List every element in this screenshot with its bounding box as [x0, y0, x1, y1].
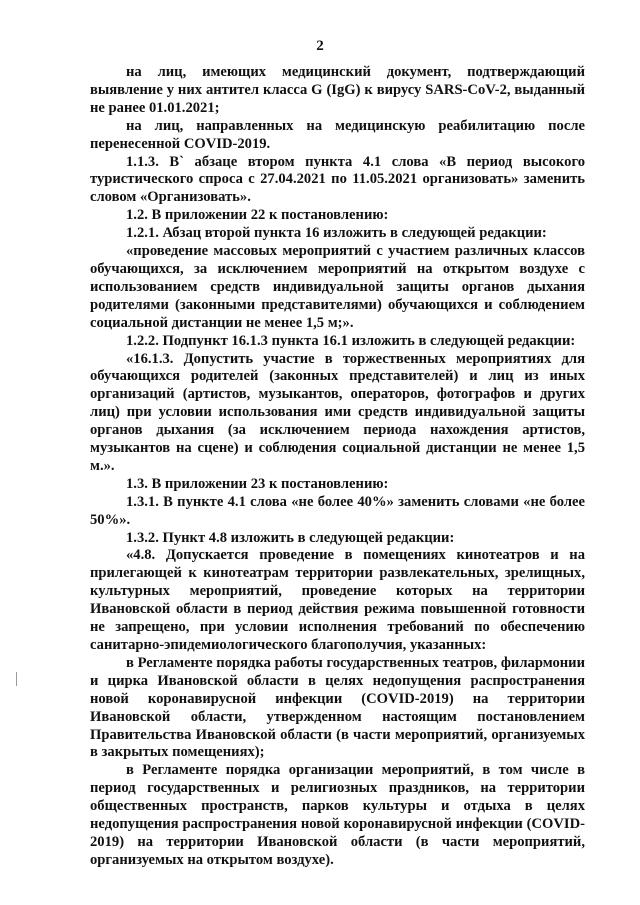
paragraph-1: на лиц, имеющих медицинский документ, подтверждающий выявление у них антител класса G (IgG) к вирусу SARS-CoV-2, выданный не ранее 01.01.2021;: [90, 64, 585, 116]
paragraph-3: 1.1.3. В` абзаце втором пункта 4.1 слова «В период высокого туристического спроса с 27.04.2021 по 11.05.2021 организовать» заменить словом «Организовать».: [90, 153, 585, 206]
paragraph-9: 1.3. В приложении 23 к постановлению:: [126, 475, 389, 492]
paragraph-10: 1.3.1. В пункте 4.1 слова «не более 40%» заменить словами «не более 50%».: [90, 493, 585, 528]
paragraph-12: «4.8. Допускается проведение в помещениях кинотеатров и на прилегающей к кинотеатрам территории развлекательных, зрелищных, культурных мероприятий, проведение которых на территории Ивановской области в период действия режима повышенной готовности не запрещено, при условии исполнения требований по обеспечению санитарно-эпидемиологического благополучия, указанных:: [90, 547, 585, 653]
paragraph-4: 1.2. В приложении 22 к постановлению:: [126, 207, 389, 224]
paragraph-11: 1.3.2. Пункт 4.8 изложить в следующей редакции:: [126, 529, 455, 546]
paragraph-7: 1.2.2. Подпункт 16.1.3 пункта 16.1 изложить в следующей редакции:: [126, 332, 576, 349]
paragraph-8: «16.1.3. Допустить участие в торжественных мероприятиях для обучающихся родителей (законных представителей) и лиц из иных организаций (артистов, музыкантов, операторов, фотографов и других лиц) при условии использования ими средств индивидуальной защиты органов дыхания (за исключением периода нахождения артистов, музыкантов на сцене) и соблюдения социальной дистанции не менее 1,5 м.».: [90, 350, 585, 474]
paragraph-6: «проведение массовых мероприятий с участием различных классов обучающихся, за исключением мероприятий на открытом воздухе с использованием средств индивидуальной защиты органов дыхания родителями (законными представителями) обучающихся и соблюдением социальной дистанции не менее 1,5 м;».: [90, 243, 585, 331]
paragraph-2: на лиц, направленных на медицинскую реабилитацию после перенесенной COVID-2019.: [90, 117, 585, 152]
scan-margin-mark: [16, 672, 17, 686]
document-body: [90, 64, 585, 870]
page-number: 2: [316, 38, 324, 54]
paragraph-14: в Регламенте порядка организации мероприятий, в том числе в период государственных и религиозных праздников, на территории общественных пространств, парков культуры и отдыха в целях недопущения распространения новой коронавирусной инфекции (COVID-2019) на территории Ивановской области (в части мероприятий, организуемых на открытом воздухе).: [90, 762, 585, 868]
paragraph-5: 1.2.1. Абзац второй пункта 16 изложить в следующей редакции:: [126, 225, 547, 242]
paragraph-13: в Регламенте порядка работы государственных театров, филармонии и цирка Ивановской области в целях недопущения распространения новой коронавирусной инфекции (COVID-2019) на территории Ивановской области, утвержденном настоящим постановлением Правительства Ивановской области (в части мероприятий, организуемых в закрытых помещениях);: [90, 654, 585, 761]
